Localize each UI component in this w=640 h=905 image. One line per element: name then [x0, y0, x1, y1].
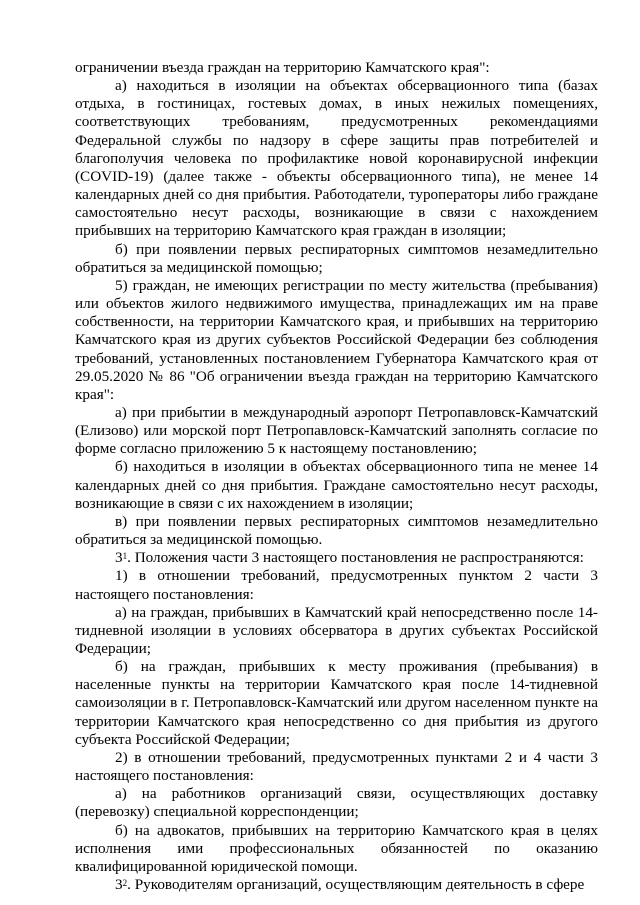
section-text: . Положения части 3 настоящего постановления не распространяются:	[127, 549, 584, 567]
paragraph-item-5-unregistered: 5) граждан, не имеющих регистрации по месту жительства (пребывания) или объектов жилого недвижимого имущества, принадлежащих им на праве собственности, на территории Камчатского края, и прибывших на территорию Камчатского края из других субъектов Российской Федерации без соблюдения требований, установленных постановлением Губернатора Камчатского края от 29.05.2020 № 86 "Об ограничении въезда граждан на территорию Камчатского края":	[75, 276, 598, 403]
paragraph-item-b-symptoms: б) при появлении первых респираторных симптомов незамедлительно обратиться за медицинской помощью;	[75, 240, 598, 276]
section-number: 3	[115, 876, 123, 894]
paragraph-item-a-observation: а) находиться в изоляции на объектах обсервационного типа (базах отдыха, в гостиницах, гостевых домах, в иных нежилых помещениях, соответствующих требованиям, предусмотренных рекомендациями Федеральной службы по надзору в сфере защиты прав потребителей и благополучия человека по профилактике новой коронавирусной инфекции (COVID-19) (далее также - объекты обсервационного типа), не менее 14 календарных дней со дня прибытия. Работодатели, туроператоры либо граждане самостоятельно несут расходы, возникающие в связи с нахождением прибывших на территорию Камчатского края граждан в изоляции;	[75, 77, 598, 240]
paragraph-item-a-consent: а) при прибытии в международный аэропорт Петропавловск-Камчатский (Елизово) или морской порт Петропавловск-Камчатский заполнять согласие по форме согласно приложению 5 к настоящему постановлению;	[75, 403, 598, 458]
paragraph-item-2-requirements: 2) в отношении требований, предусмотренных пунктами 2 и 4 части 3 настоящего постановления:	[75, 748, 598, 785]
paragraph-item-b-lawyers: б) на адвокатов, прибывших на территорию Камчатского края в целях исполнения ими профессиональных обязанностей по оказанию квалифицированной юридической помощи.	[75, 821, 598, 875]
section-superscript: 2	[122, 877, 128, 888]
paragraph-item-b-self-isolation: б) на граждан, прибывших к месту проживания (пребывания) в населенные пункты на территории Камчатского края после 14-тидневной самоизоляции в г. Петропавловск-Камчатский или другом населенном пункте на территории Камчатского края непосредственно со дня прибытия из другого субъекта Российской Федерации;	[75, 658, 598, 748]
paragraph-item-a-postal: а) на работников организаций связи, осуществляющих доставку (перевозку) специальной корреспонденции;	[75, 785, 598, 821]
paragraph-section-3-2	[75, 876, 598, 894]
section-superscript: 1	[122, 551, 128, 562]
paragraph-item-a-observator: а) на граждан, прибывших в Камчатский край непосредственно после 14-тидневной изоляции в условиях обсерватора в других субъектах Российской Федерации;	[75, 603, 598, 657]
paragraph-item-b-isolation: б) находиться в изоляции в объектах обсервационного типа не менее 14 календарных дней со дня прибытия. Граждане самостоятельно несут расходы, возникающие в связи с их нахождением в изоляции;	[75, 458, 598, 512]
paragraph-item-v-symptoms: в) при появлении первых респираторных симптомов незамедлительно обратиться за медицинской помощью.	[75, 512, 598, 549]
paragraph-continuation: ограничении въезда граждан на территорию Камчатского края":	[75, 59, 490, 76]
section-number: 3	[115, 549, 123, 567]
section-text: . Руководителям организаций, осуществляющим деятельность в сфере	[127, 876, 585, 894]
paragraph-item-1-requirements: 1) в отношении требований, предусмотренных пунктом 2 части 3 настоящего постановления:	[75, 567, 598, 603]
paragraph-section-3-1	[75, 549, 598, 567]
